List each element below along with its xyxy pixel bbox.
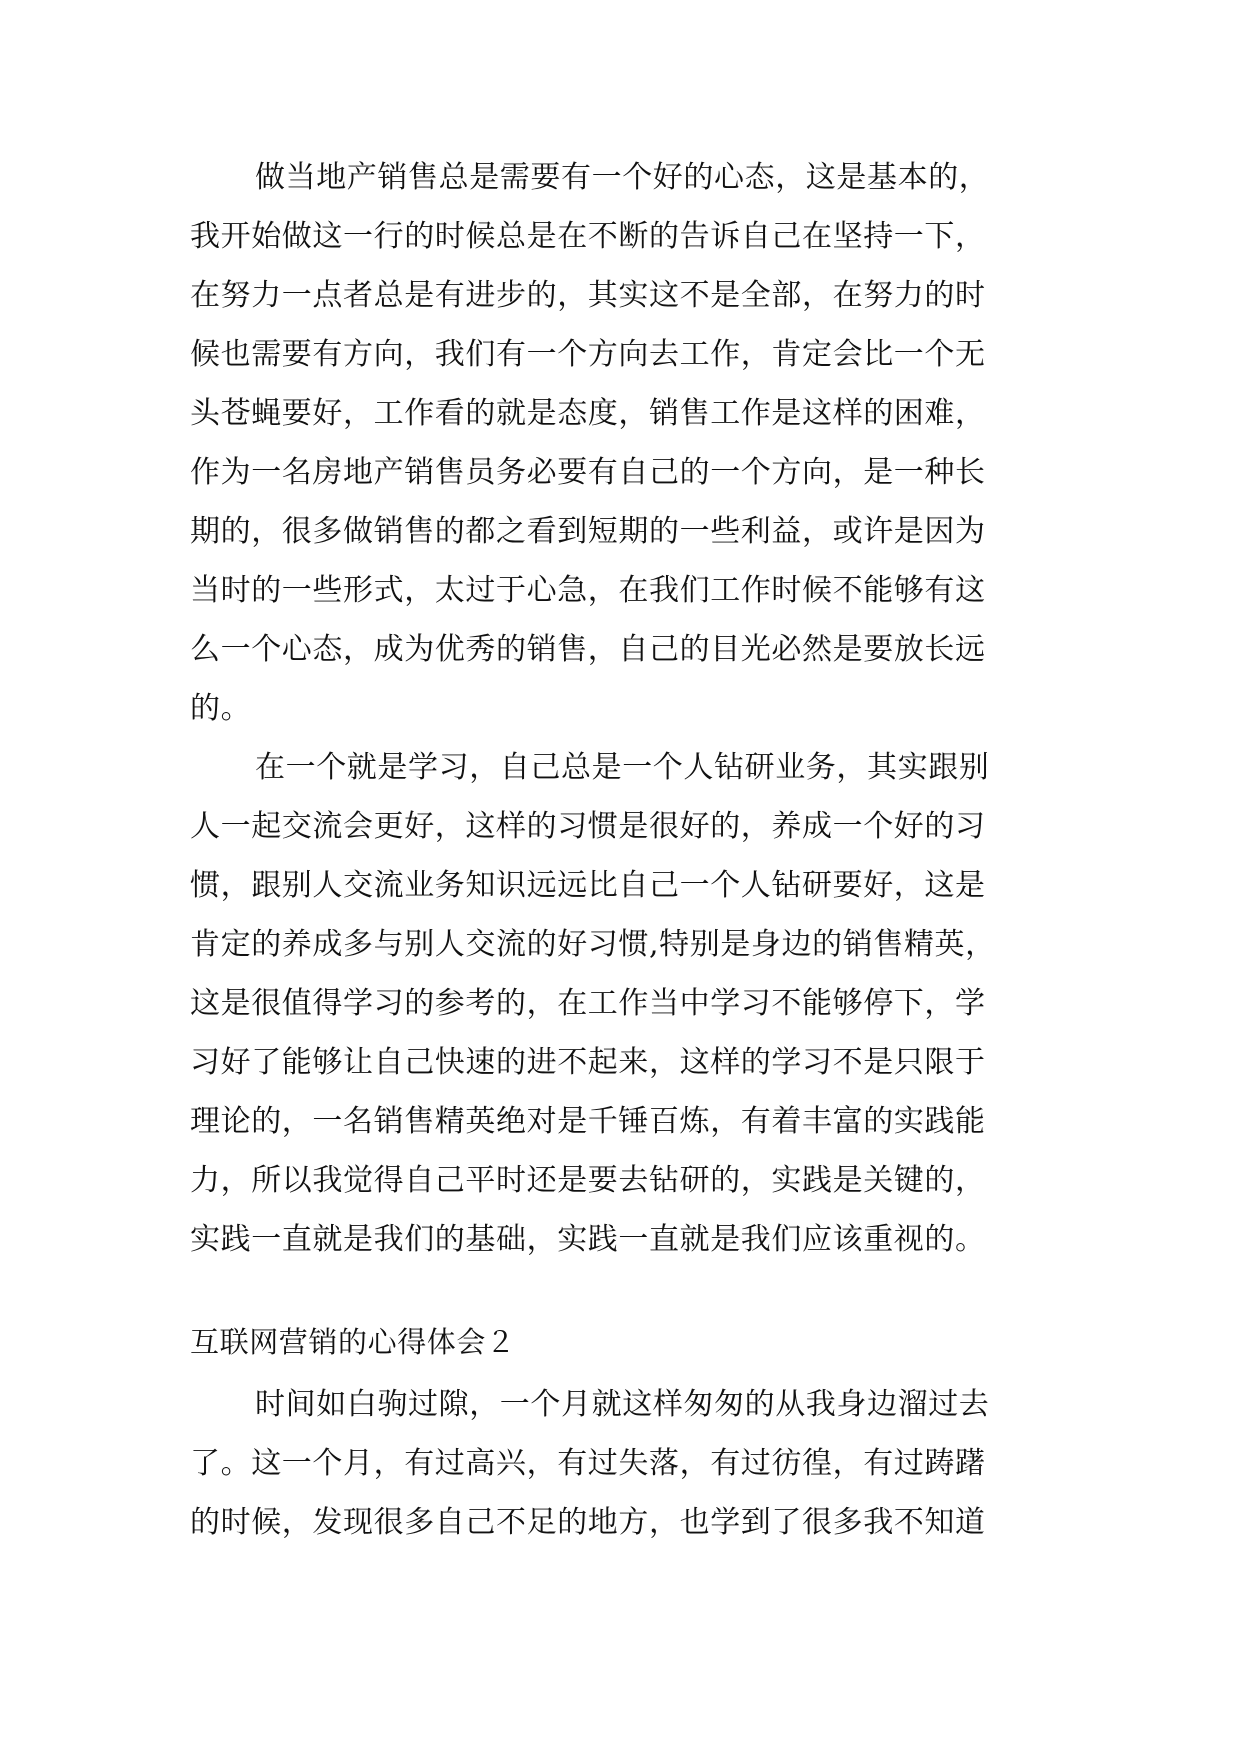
paragraph-1-line-10: 的。 [190,691,252,726]
paragraph-2-line-5: 这是很值得学习的参考的，在工作当中学习不能够停下，学 [190,986,986,1021]
paragraph-2-line-4: 肯定的养成多与别人交流的好习惯,特别是身边的销售精英， [190,927,996,962]
paragraph-2-line-6: 习好了能够让自己快速的进不起来，这样的学习不是只限于 [190,1045,986,1080]
paragraph-2-line-7: 理论的，一名销售精英绝对是千锤百炼，有着丰富的实践能 [190,1104,986,1139]
paragraph-1-line-7: 期的，很多做销售的都之看到短期的一些利益，或许是因为 [190,514,986,549]
paragraph-1-line-1: 做当地产销售总是需要有一个好的心态，这是基本的， [255,160,990,195]
paragraph-3-line-3: 的时候，发现很多自己不足的地方，也学到了很多我不知道 [190,1505,986,1540]
paragraph-2-line-8: 力，所以我觉得自己平时还是要去钻研的，实践是关键的， [190,1163,986,1198]
paragraph-2-line-1: 在一个就是学习，自己总是一个人钻研业务，其实跟别 [255,750,990,785]
paragraph-1-line-9: 么一个心态，成为优秀的销售，自己的目光必然是要放长远 [190,632,986,667]
paragraph-1-line-8: 当时的一些形式，太过于心急，在我们工作时候不能够有这 [190,573,986,608]
paragraph-1-line-5: 头苍蝇要好，工作看的就是态度，销售工作是这样的困难， [190,396,986,431]
paragraph-3-line-1: 时间如白驹过隙，一个月就这样匆匆的从我身边溜过去 [255,1387,990,1422]
paragraph-1-line-6: 作为一名房地产销售员务必要有自己的一个方向，是一种长 [190,455,986,490]
paragraph-2-line-2: 人一起交流会更好，这样的习惯是很好的，养成一个好的习 [190,809,986,844]
paragraph-1-line-2: 我开始做这一行的时候总是在不断的告诉自己在坚持一下， [190,219,986,254]
paragraph-1-line-3: 在努力一点者总是有进步的，其实这不是全部，在努力的时 [190,278,986,313]
paragraph-2-line-3: 惯，跟别人交流业务知识远远比自己一个人钻研要好，这是 [190,868,986,903]
paragraph-1-line-4: 候也需要有方向，我们有一个方向去工作，肯定会比一个无 [190,337,986,372]
paragraph-3-line-2: 了。这一个月，有过高兴，有过失落，有过彷徨，有过踌躇 [190,1446,986,1481]
section-heading: 互联网营销的心得体会２ [190,1325,516,1359]
paragraph-2-line-9: 实践一直就是我们的基础，实践一直就是我们应该重视的。 [190,1222,986,1257]
